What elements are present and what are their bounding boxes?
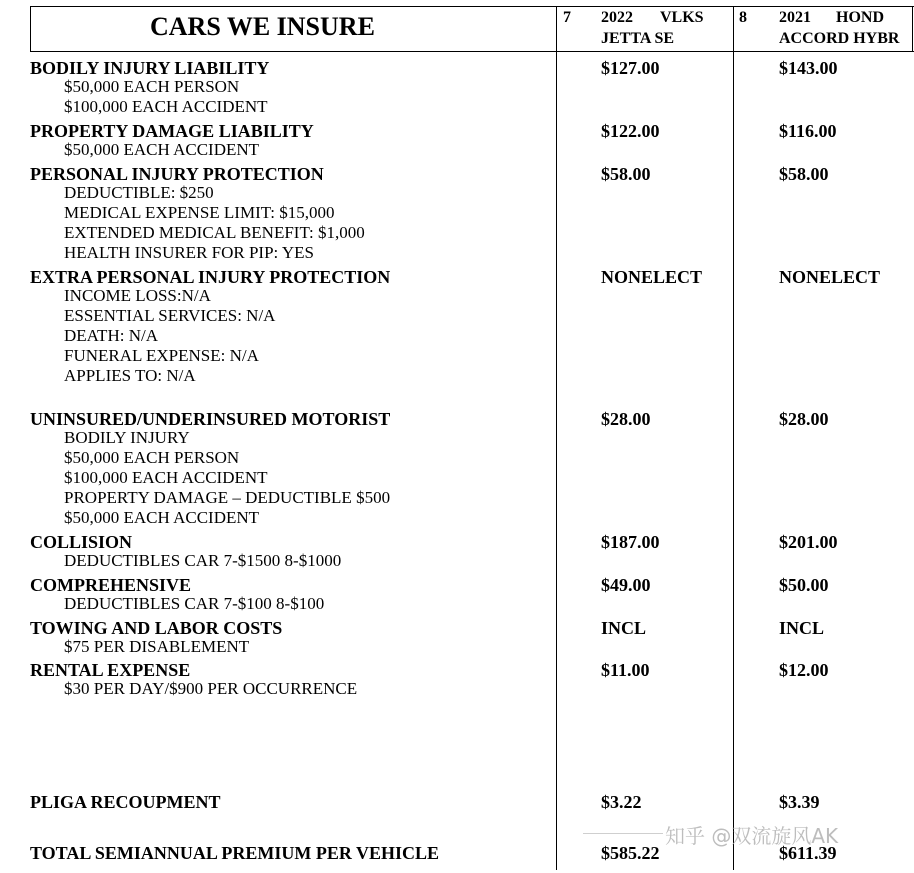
column-divider-2 bbox=[733, 6, 734, 870]
premium-car-8: $12.00 bbox=[779, 660, 829, 680]
vehicle-8-year: 2021 bbox=[779, 9, 811, 26]
premium-car-7: $58.00 bbox=[601, 164, 651, 184]
total-premium-car-7: $585.22 bbox=[601, 843, 660, 863]
premium-car-8: $28.00 bbox=[779, 409, 829, 429]
premium-car-8: $50.00 bbox=[779, 575, 829, 595]
coverage-detail: EXTENDED MEDICAL BENEFIT: $1,000 bbox=[64, 223, 365, 242]
coverage-detail: MEDICAL EXPENSE LIMIT: $15,000 bbox=[64, 203, 335, 222]
coverage-detail: INCOME LOSS:N/A bbox=[64, 286, 211, 305]
premium-car-8: NONELECT bbox=[779, 267, 881, 287]
coverage-detail: DEATH: N/A bbox=[64, 326, 158, 345]
premium-car-7: $28.00 bbox=[601, 409, 651, 429]
coverage-title: EXTRA PERSONAL INJURY PROTECTION bbox=[30, 267, 391, 287]
coverage-title: BODILY INJURY LIABILITY bbox=[30, 58, 270, 78]
premium-car-8: $3.39 bbox=[779, 792, 820, 812]
watermark: 知乎 @双流旋风AK bbox=[665, 824, 839, 848]
premium-car-7: $3.22 bbox=[601, 792, 642, 812]
left-border bbox=[30, 6, 31, 52]
premium-car-8: $143.00 bbox=[779, 58, 838, 78]
coverage-title: PROPERTY DAMAGE LIABILITY bbox=[30, 121, 314, 141]
total-premium-label: TOTAL SEMIANNUAL PREMIUM PER VEHICLE bbox=[30, 843, 440, 863]
coverage-detail: DEDUCTIBLES CAR 7-$100 8-$100 bbox=[64, 594, 325, 613]
coverage-detail: $75 PER DISABLEMENT bbox=[64, 637, 250, 656]
top-border bbox=[30, 6, 914, 7]
coverage-detail: $100,000 EACH ACCIDENT bbox=[64, 97, 268, 116]
coverage-detail: $50,000 EACH ACCIDENT bbox=[64, 508, 260, 527]
coverage-detail: $50,000 EACH PERSON bbox=[64, 448, 240, 467]
coverage-detail: HEALTH INSURER FOR PIP: YES bbox=[64, 243, 315, 262]
coverage-title: PERSONAL INJURY PROTECTION bbox=[30, 164, 324, 184]
coverage-title: COMPREHENSIVE bbox=[30, 575, 192, 595]
coverage-detail: $50,000 EACH ACCIDENT bbox=[64, 140, 260, 159]
vehicle-8-model: ACCORD HYBR bbox=[779, 30, 900, 47]
coverage-title: TOWING AND LABOR COSTS bbox=[30, 618, 283, 638]
right-border bbox=[912, 6, 913, 52]
premium-car-8: $116.00 bbox=[779, 121, 837, 141]
page-title: CARS WE INSURE bbox=[150, 12, 375, 41]
coverage-title: PLIGA RECOUPMENT bbox=[30, 792, 221, 812]
coverage-detail: BODILY INJURY bbox=[64, 428, 190, 447]
premium-car-7: NONELECT bbox=[601, 267, 703, 287]
vehicle-7-year: 2022 bbox=[601, 9, 633, 26]
coverage-detail: $100,000 EACH ACCIDENT bbox=[64, 468, 268, 487]
premium-car-8: $201.00 bbox=[779, 532, 838, 552]
coverage-title: UNINSURED/UNDERINSURED MOTORIST bbox=[30, 409, 391, 429]
premium-car-7: $49.00 bbox=[601, 575, 651, 595]
vehicle-8-number: 8 bbox=[739, 9, 747, 26]
watermark-rule bbox=[583, 833, 663, 834]
coverage-detail: DEDUCTIBLES CAR 7-$1500 8-$1000 bbox=[64, 551, 342, 570]
coverage-title: COLLISION bbox=[30, 532, 133, 552]
premium-car-8: INCL bbox=[779, 618, 825, 638]
vehicle-8-make: HOND bbox=[836, 9, 884, 26]
coverage-detail: DEDUCTIBLE: $250 bbox=[64, 183, 214, 202]
coverage-detail: APPLIES TO: N/A bbox=[64, 366, 196, 385]
vehicle-7-make: VLKS bbox=[660, 9, 704, 26]
premium-car-7: INCL bbox=[601, 618, 647, 638]
coverage-detail: $30 PER DAY/$900 PER OCCURRENCE bbox=[64, 679, 358, 698]
total-premium-car-8: $611.39 bbox=[779, 843, 837, 863]
column-divider-1 bbox=[556, 6, 557, 870]
premium-car-7: $122.00 bbox=[601, 121, 660, 141]
premium-car-7: $11.00 bbox=[601, 660, 650, 680]
header-divider bbox=[30, 51, 914, 52]
premium-car-8: $58.00 bbox=[779, 164, 829, 184]
vehicle-7-number: 7 bbox=[563, 9, 571, 26]
premium-car-7: $127.00 bbox=[601, 58, 660, 78]
coverage-detail: FUNERAL EXPENSE: N/A bbox=[64, 346, 259, 365]
premium-car-7: $187.00 bbox=[601, 532, 660, 552]
coverage-detail: PROPERTY DAMAGE – DEDUCTIBLE $500 bbox=[64, 488, 391, 507]
vehicle-7-model: JETTA SE bbox=[601, 30, 675, 47]
coverage-title: RENTAL EXPENSE bbox=[30, 660, 191, 680]
coverage-detail: $50,000 EACH PERSON bbox=[64, 77, 240, 96]
coverage-detail: ESSENTIAL SERVICES: N/A bbox=[64, 306, 276, 325]
